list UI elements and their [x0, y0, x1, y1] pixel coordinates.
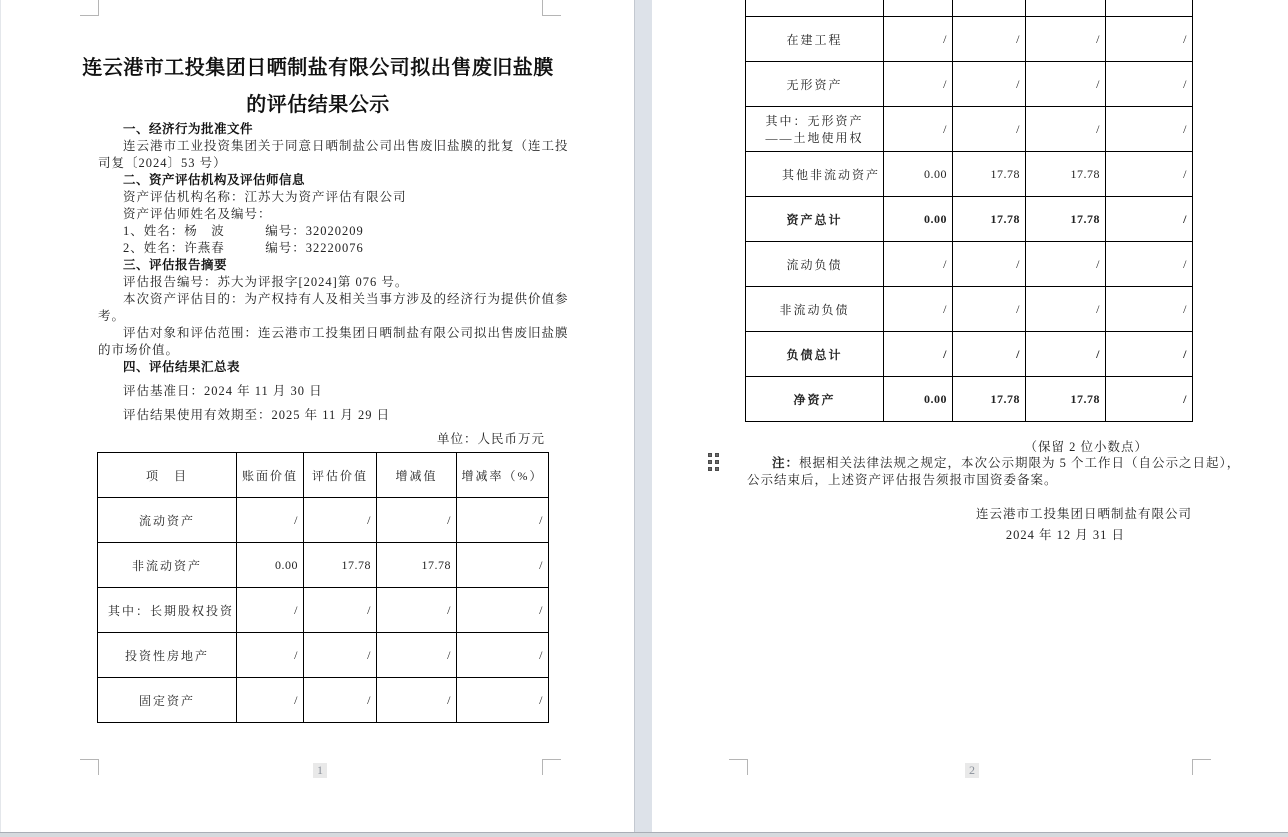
table-cell: /: [457, 498, 549, 543]
text-line: 评估报告编号：苏大为评报字[2024]第 076 号。: [123, 275, 409, 289]
table-cell: /: [237, 633, 304, 678]
table-cell: /: [1026, 107, 1106, 152]
text-line: 司复〔2024〕53 号）: [98, 156, 227, 170]
table-cell: /: [953, 332, 1026, 377]
table-cell: 17.78: [1026, 152, 1106, 197]
table-row-label: 无形资产: [746, 62, 884, 107]
table-cell: 0.00: [884, 377, 953, 422]
table-cell: /: [377, 588, 457, 633]
table-cell: [884, 0, 953, 17]
table-cell: /: [884, 62, 953, 107]
table-cell: /: [304, 498, 377, 543]
table-cell: /: [953, 17, 1026, 62]
table-cell: /: [1106, 332, 1193, 377]
note-line2: 公示结束后，上述资产评估报告须报市国资委备案。: [747, 473, 1058, 487]
page1-body: [98, 121, 569, 448]
text-line: 二、资产评估机构及评估师信息: [123, 173, 306, 187]
table-row-label: 其他非流动资产: [746, 152, 884, 197]
table-cell: /: [1026, 332, 1106, 377]
table-cell: [1106, 0, 1193, 17]
page-bottom-edge: [0, 832, 1288, 837]
text-line: 评估结果使用有效期至：2025 年 11 月 29 日: [123, 408, 391, 422]
margin-mark-bottom-left: [80, 759, 99, 775]
valuation-summary-table-page2: [745, 0, 1193, 422]
table-row-label: 固定资产: [98, 678, 237, 723]
table-row-label: 负债总计: [746, 332, 884, 377]
page-number: 1: [313, 763, 327, 778]
table-row-label-line2: ——土地使用权: [765, 131, 864, 145]
table-header-cell: 增减值: [377, 453, 457, 498]
text-line: 四、评估结果汇总表: [123, 360, 241, 374]
text-line: 三、评估报告摘要: [123, 258, 228, 272]
table-cell: 17.78: [953, 152, 1026, 197]
table-cell: /: [237, 588, 304, 633]
table-cell: /: [304, 678, 377, 723]
table-header-cell: 账面价值: [237, 453, 304, 498]
text-line: 本次资产评估目的：为产权持有人及相关当事方涉及的经济行为提供价值参: [123, 292, 569, 306]
table-cell: /: [457, 588, 549, 633]
note-line1-text: 根据相关法律法规之规定，本次公示期限为 5 个工作日（自公示之日起），: [799, 456, 1241, 470]
table-row-label: 非流动负债: [746, 287, 884, 332]
table-cell: /: [1026, 17, 1106, 62]
table-cell: /: [1026, 62, 1106, 107]
table-cell: /: [377, 498, 457, 543]
table-cell: 17.78: [304, 543, 377, 588]
document-title: [31, 50, 605, 124]
margin-mark-bottom-right: [542, 759, 561, 775]
table-cell: /: [884, 242, 953, 287]
page-number: 2: [965, 763, 979, 778]
table-cell: /: [953, 107, 1026, 152]
table-cell: /: [1106, 287, 1193, 332]
table-cell: /: [1106, 152, 1193, 197]
table-header-cell: 评估价值: [304, 453, 377, 498]
page-2: [652, 0, 1288, 832]
table-header-cell: 项 目: [98, 453, 237, 498]
decimal-note: （保留 2 位小数点）: [1024, 440, 1148, 454]
text-line: 资产评估师姓名及编号：: [123, 207, 272, 221]
table-cell: /: [377, 633, 457, 678]
public-notice-note: [747, 455, 1241, 489]
table-row-label: 资产总计: [746, 197, 884, 242]
table-row-label: 投资性房地产: [98, 633, 237, 678]
table-cell: /: [1106, 107, 1193, 152]
table-row-label: 其中：无形资产 ——土地使用权: [746, 107, 884, 152]
note-line1: [747, 455, 1241, 472]
table-cell: /: [884, 332, 953, 377]
table-cell: /: [304, 633, 377, 678]
table-cell: /: [1026, 287, 1106, 332]
table-row-label: 非流动资产: [98, 543, 237, 588]
page-1: [0, 0, 635, 832]
table-cell: /: [1106, 377, 1193, 422]
signature-company: 连云港市工投集团日晒制盐有限公司: [975, 507, 1192, 521]
table-row-label: 在建工程: [746, 17, 884, 62]
table-cell: /: [377, 678, 457, 723]
table-row-label: [746, 0, 884, 17]
table-cell: /: [1106, 242, 1193, 287]
table-cell: 17.78: [953, 197, 1026, 242]
table-cell: 17.78: [377, 543, 457, 588]
text-line: 单位：人民币万元: [436, 432, 545, 446]
text-line: 资产评估机构名称：江苏大为资产评估有限公司: [123, 190, 407, 204]
table-cell: /: [884, 107, 953, 152]
table-cell: /: [953, 287, 1026, 332]
signature-date: 2024 年 12 月 31 日: [1005, 528, 1125, 542]
margin-mark-bottom-right: [1192, 759, 1211, 775]
table-cell: 17.78: [1026, 377, 1106, 422]
page-gap: [634, 0, 654, 832]
table-cell: /: [884, 287, 953, 332]
text-line: 考。: [98, 309, 126, 323]
table-row-label: 流动负债: [746, 242, 884, 287]
valuation-summary-table-page1: [97, 452, 549, 723]
table-cell: /: [237, 678, 304, 723]
table-cell: /: [1026, 242, 1106, 287]
table-cell: /: [457, 543, 549, 588]
table-cell: /: [953, 62, 1026, 107]
table-cell: 17.78: [1026, 197, 1106, 242]
table-cell: 17.78: [953, 377, 1026, 422]
text-line: 评估对象和评估范围：连云港市工投集团日晒制盐有限公司拟出售废旧盐膜: [123, 326, 569, 340]
table-cell: [1026, 0, 1106, 17]
table-cell: /: [884, 17, 953, 62]
table-row-label: 净资产: [746, 377, 884, 422]
table-header-cell: 增减率（%）: [457, 453, 549, 498]
text-line: 评估基准日：2024 年 11 月 30 日: [123, 384, 323, 398]
table-row-label: 其中：长期股权投资: [98, 588, 237, 633]
text-line: 的市场价值。: [98, 343, 180, 357]
text-line: 连云港市工业投资集团关于同意日晒制盐公司出售废旧盐膜的批复（连工投: [123, 139, 569, 153]
note-prefix: 注：: [772, 456, 800, 470]
table-cell: /: [457, 633, 549, 678]
table-cell: /: [457, 678, 549, 723]
margin-mark-bottom-left: [729, 759, 748, 775]
drag-handle-icon[interactable]: [708, 453, 720, 472]
document-title-line1: 连云港市工投集团日晒制盐有限公司拟出售废旧盐膜: [82, 57, 554, 79]
table-cell: 0.00: [237, 543, 304, 588]
document-title-line2: 的评估结果公示: [246, 94, 390, 116]
table-cell: /: [953, 242, 1026, 287]
text-line: 2、姓名：许燕春 编号：32220076: [123, 241, 364, 255]
table-cell: [953, 0, 1026, 17]
table-cell: 0.00: [884, 197, 953, 242]
margin-mark-top-left: [80, 0, 99, 16]
table-cell: /: [1106, 197, 1193, 242]
table-cell: /: [1106, 17, 1193, 62]
table-row-label: 流动资产: [98, 498, 237, 543]
margin-mark-top-right: [542, 0, 561, 16]
table-cell: 0.00: [884, 152, 953, 197]
table-cell: /: [304, 588, 377, 633]
text-line: 一、经济行为批准文件: [123, 122, 254, 136]
table-cell: /: [1106, 62, 1193, 107]
table-cell: /: [237, 498, 304, 543]
text-line: 1、姓名：杨 波 编号：32020209: [123, 224, 364, 238]
